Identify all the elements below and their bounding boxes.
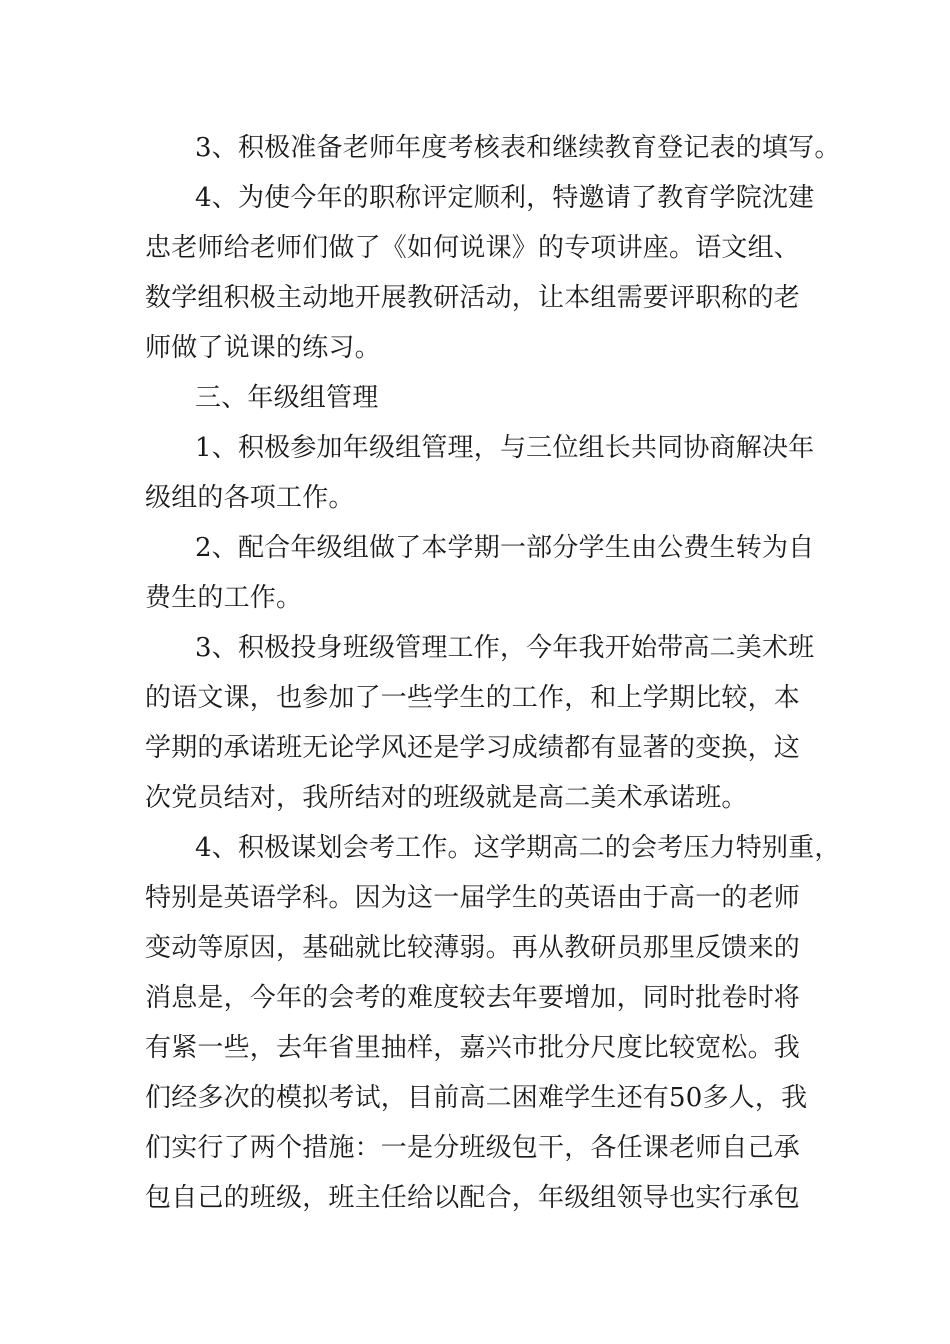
text-line: 4、为使今年的职称评定顺利，特邀请了教育学院沈建 xyxy=(195,183,815,213)
text-line: 费生的工作。 xyxy=(145,583,303,613)
text-line: 1、积极参加年级组管理，与三位组长共同协商解决年 xyxy=(195,433,815,463)
text-line: 特别是英语学科。因为这一届学生的英语由于高一的老师 xyxy=(145,883,801,913)
text-line: 2、配合年级组做了本学期一部分学生由公费生转为自 xyxy=(195,533,815,563)
text-line: 变动等原因，基础就比较薄弱。再从教研员那里反馈来的 xyxy=(145,933,801,963)
text-line: 4、积极谋划会考工作。这学期高二的会考压力特别重， xyxy=(195,833,841,863)
text-line: 次党员结对，我所结对的班级就是高二美术承诺班。 xyxy=(145,783,748,813)
text-line: 学期的承诺班无论学风还是学习成绩都有显著的变换，这 xyxy=(145,733,801,763)
text-line: 们实行了两个措施：一是分班级包干，各任课老师自己承 xyxy=(145,1133,801,1163)
section-heading: 三、年级组管理 xyxy=(195,383,379,413)
text-line: 级组的各项工作。 xyxy=(145,483,355,513)
text-line: 数学组积极主动地开展教研活动，让本组需要评职称的老 xyxy=(145,283,801,313)
text-line: 包自己的班级，班主任给以配合，年级组领导也实行承包 xyxy=(145,1183,801,1213)
text-line: 师做了说课的练习。 xyxy=(145,333,381,363)
text-line: 们经多次的模拟考试，目前高二困难学生还有50多人，我 xyxy=(145,1083,808,1113)
text-line: 的语文课，也参加了一些学生的工作，和上学期比较，本 xyxy=(145,683,801,713)
text-line: 有紧一些，去年省里抽样，嘉兴市批分尺度比较宽松。我 xyxy=(145,1033,801,1063)
text-line: 忠老师给老师们做了《如何说课》的专项讲座。语文组、 xyxy=(145,233,801,263)
text-line: 3、积极准备老师年度考核表和继续教育登记表的填写。 xyxy=(195,133,841,163)
text-line: 消息是，今年的会考的难度较去年要增加，同时批卷时将 xyxy=(145,983,801,1013)
text-line: 3、积极投身班级管理工作，今年我开始带高二美术班 xyxy=(195,633,815,663)
